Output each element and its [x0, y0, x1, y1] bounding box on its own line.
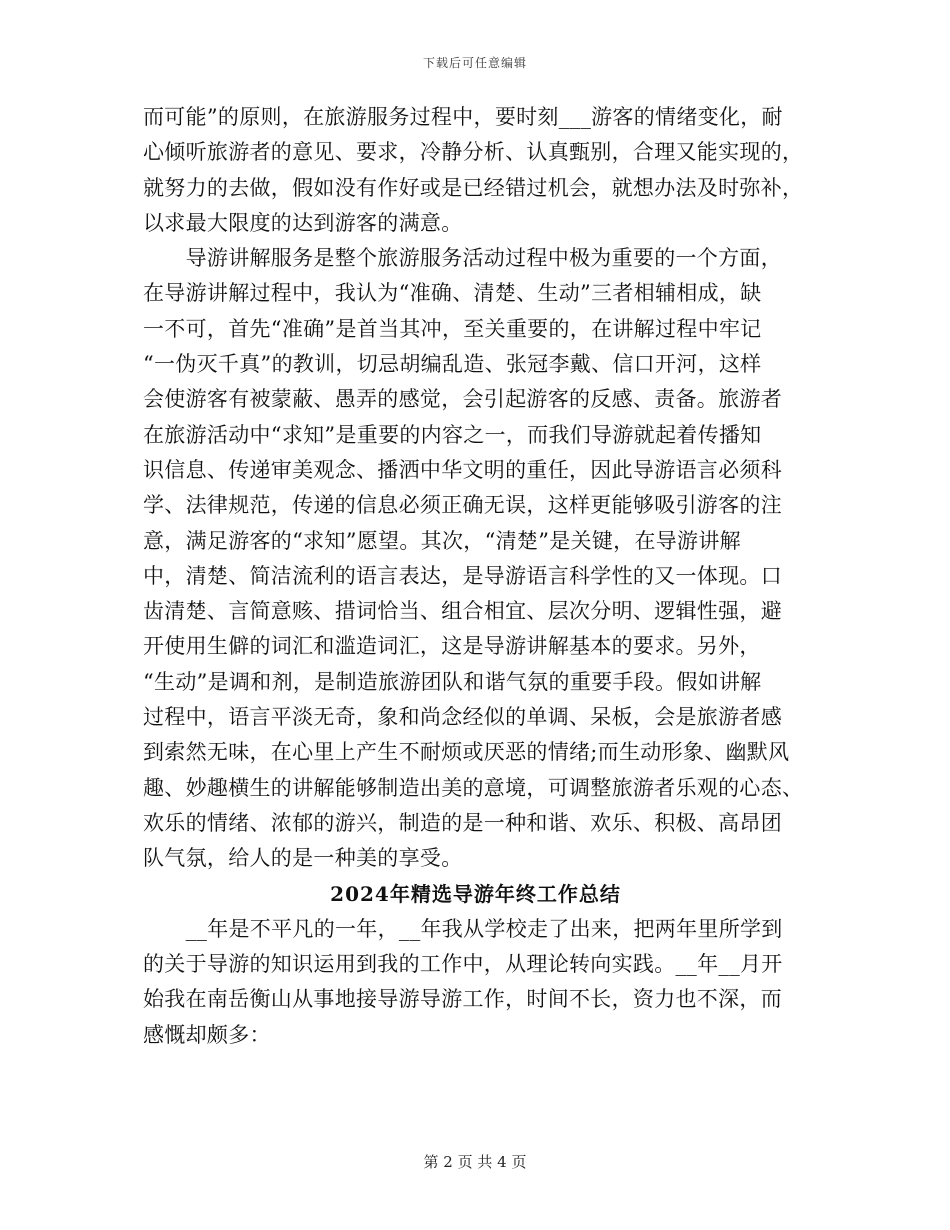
text-line: “一伪灭千真”的教训，切忌胡编乱造、张冠李戴、信口开河，这样	[143, 352, 762, 377]
text-line: 就努力的去做，假如没有作好或是已经错过机会，就想办法及时弥补，	[143, 175, 804, 200]
text-line: 过程中，语言平淡无奇，象和尚念经似的单调、呆板，会是旅游者感	[143, 705, 782, 730]
paragraph-year-intro	[143, 912, 808, 1053]
text-line: 学、法律规范，传递的信息必须正确无误，这样更能够吸引游客的注	[143, 493, 782, 518]
text-line: 会使游客有被蒙蔽、愚弄的感觉，会引起游客的反感、责备。旅游者	[143, 387, 782, 412]
text-line: 导游讲解服务是整个旅游服务活动过程中极为重要的一个方面，	[143, 246, 782, 271]
text-line: 开使用生僻的词汇和滥造词汇，这是导游讲解基本的要求。另外，	[143, 634, 761, 659]
text-line: 意，满足游客的“求知”愿望。其次，“清楚”是关键，在导游讲解	[143, 528, 741, 553]
text-line: 在旅游活动中“求知”是重要的内容之一，而我们导游就起着传播知	[143, 422, 762, 447]
text-line: 趣、妙趣横生的讲解能够制造出美的意境，可调整旅游者乐观的心态、	[143, 775, 804, 800]
text-line: 的关于导游的知识运用到我的工作中，从理论转向实践。__年__月开	[143, 952, 783, 977]
text-line: 欢乐的情绪、浓郁的游兴，制造的是一种和谐、欢乐、积极、高昂团	[143, 810, 782, 835]
text-line: __年是不平凡的一年，__年我从学校走了出来，把两年里所学到	[143, 916, 783, 941]
text-line: 队气氛，给人的是一种美的享受。	[143, 846, 463, 871]
section-title: 2024年精选导游年终工作总结	[330, 881, 621, 906]
text-line: 中，清楚、简洁流利的语言表达，是导游语言科学性的又一体现。口	[143, 563, 782, 588]
text-line: 识信息、传递审美观念、播洒中华文明的重任，因此导游语言必须科	[143, 457, 782, 482]
text-line: 始我在南岳衡山从事地接导游导游工作，时间不长，资力也不深，而	[143, 987, 782, 1012]
text-line: 在导游讲解过程中，我认为“准确、清楚、生动”三者相辅相成，缺	[143, 281, 762, 306]
text-line: 一不可，首先“准确”是首当其冲，至关重要的，在讲解过程中牢记	[143, 316, 762, 341]
text-line: 到索然无味，在心里上产生不耐烦或厌恶的情绪;而生动形象、幽默风	[143, 740, 790, 765]
paragraph-service-principle	[143, 100, 808, 241]
page-number-footer: 第 2 页 共 4 页	[423, 1153, 527, 1171]
text-line: 心倾听旅游者的意见、要求，冷静分析、认真甄别，合理又能实现的，	[143, 140, 804, 165]
text-line: 感慨却颇多：	[143, 1022, 271, 1047]
text-line: 齿清楚、言简意赅、措词恰当、组合相宜、层次分明、逻辑性强，避	[143, 599, 782, 624]
text-line: 而可能”的原则，在旅游服务过程中，要时刻___游客的情绪变化，耐	[143, 105, 783, 129]
paragraph-guide-explanation	[143, 241, 808, 876]
text-line: “生动”是调和剂，是制造旅游团队和谐气氛的重要手段。假如讲解	[143, 669, 762, 694]
page-header-note: 下载后可任意编辑	[422, 56, 527, 70]
text-line: 以求最大限度的达到游客的满意。	[143, 210, 463, 235]
document-body	[143, 100, 808, 1053]
